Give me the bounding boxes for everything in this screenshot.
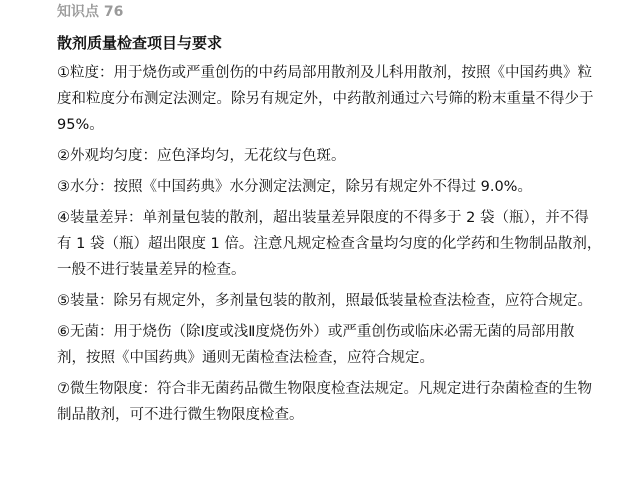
paragraph-particle-size: ①粒度：用于烧伤或严重创伤的中药局部用散剂及儿科用散剂，按照《中国药典》粒度和粒度分布测定法测定。除另有规定外，中药散剂通过六号筛的粉末重量不得少于 95%。 [57,65,594,133]
section-title: 散剂质量检查项目与要求 [57,34,223,52]
knowledge-point-label: 知识点 76 [57,4,124,20]
paragraph-moisture: ③水分：按照《中国药典》水分测定法测定，除另有规定外不得过 9.0%。 [57,179,532,195]
paragraph-fill-volume: ⑤装量：除另有规定外，多剂量包装的散剂，照最低装量检查法检查，应符合规定。 [57,293,592,309]
paragraph-weight-variation: ④装量差异：单剂量包装的散剂，超出装量差异限度的不得多于 2 袋（瓶），并不得有 1 袋（瓶）超出限度 1 倍。注意凡规定检查含量均匀度的化学药和生物制品散剂，一般不进行装量差异的检查。 [57,210,602,278]
paragraph-microbial-limit: ⑦微生物限度：符合非无菌药品微生物限度检查法规定。凡规定进行杂菌检查的生物制品散剂，可不进行微生物限度检查。 [57,381,592,423]
paragraph-sterility: ⑥无菌：用于烧伤（除Ⅰ度或浅Ⅱ度烧伤外）或严重创伤或临床必需无菌的局部用散剂，按照《中国药典》通则无菌检查法检查，应符合规定。 [57,324,575,366]
paragraph-appearance-uniformity: ②外观均匀度：应色泽均匀，无花纹与色斑。 [57,148,346,164]
